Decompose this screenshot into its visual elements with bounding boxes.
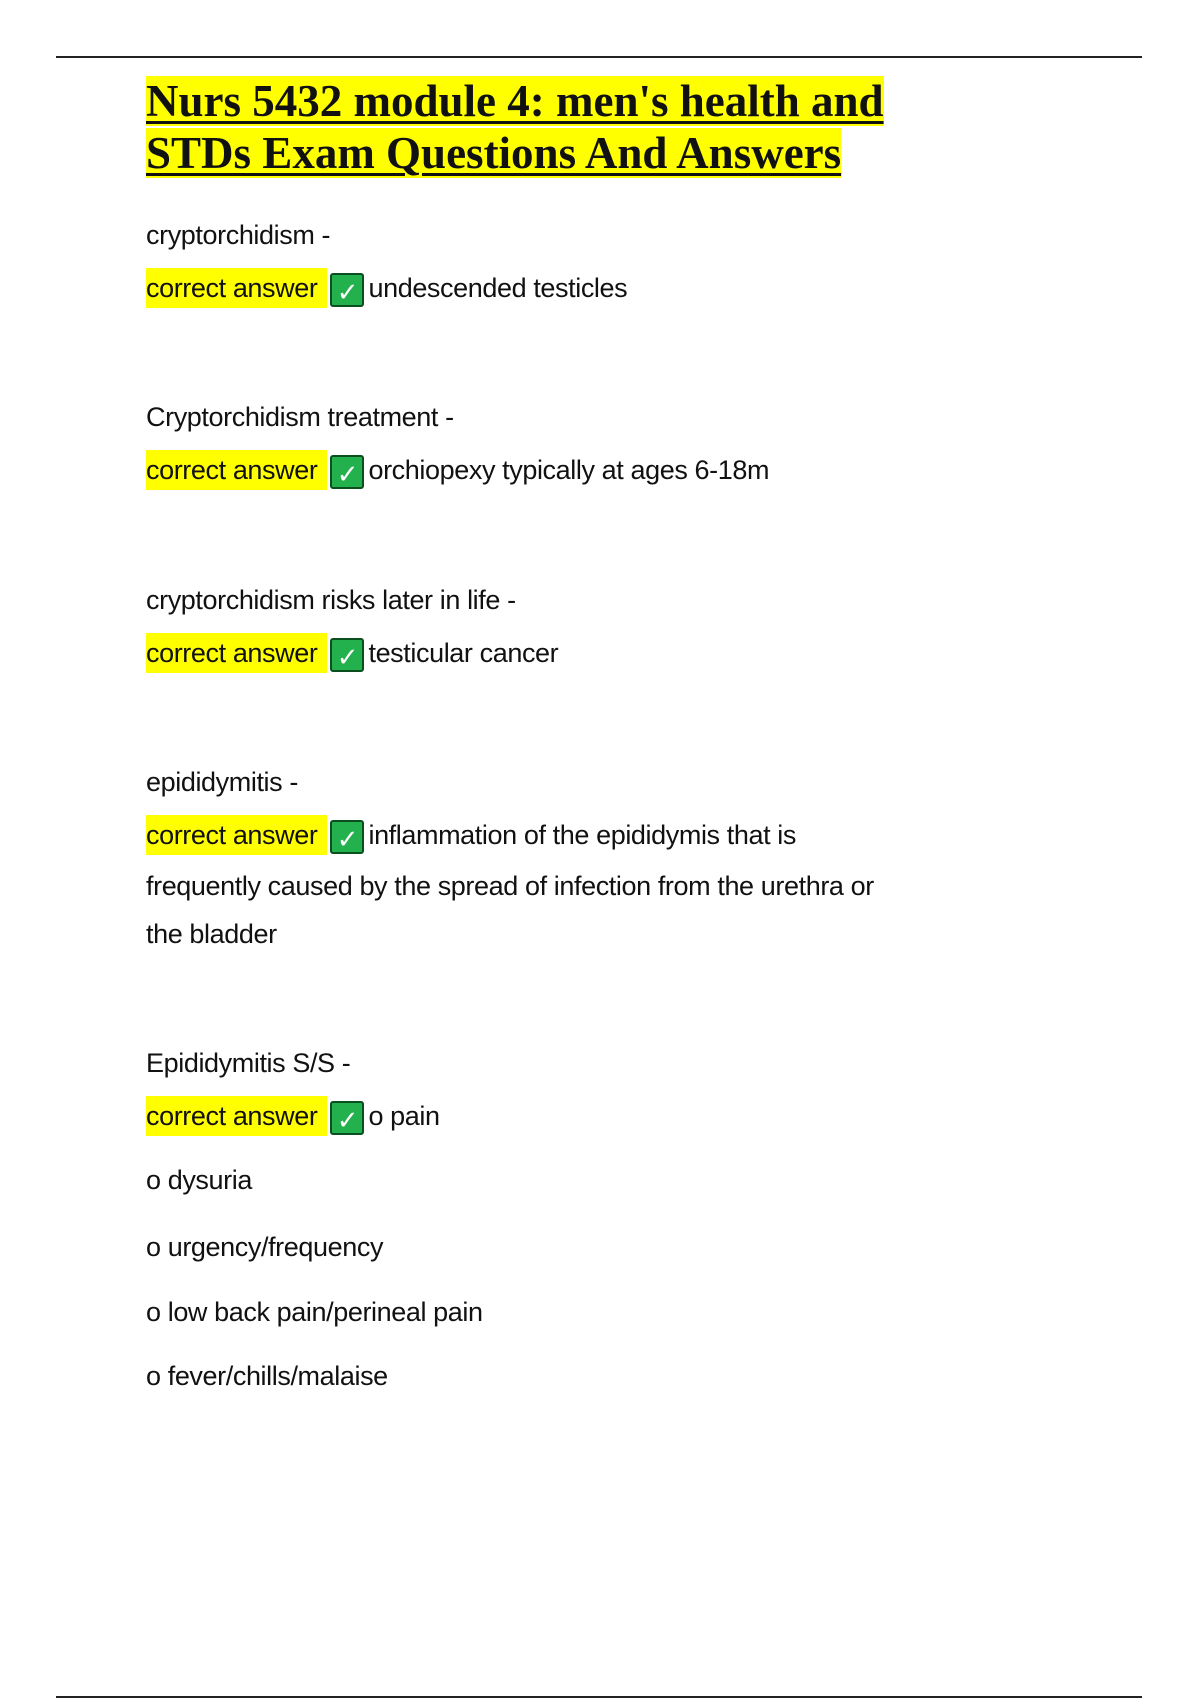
answer-label: correct answer <box>146 1096 327 1136</box>
top-rule <box>56 56 1142 58</box>
document-title <box>146 75 884 179</box>
answer <box>146 270 627 307</box>
answer-text: testicular cancer <box>368 638 559 668</box>
answer <box>146 1098 440 1135</box>
answer-label: correct answer <box>146 815 327 855</box>
question: Cryptorchidism treatment - <box>146 402 454 432</box>
answer-text: inflammation of the epididymis that is <box>368 820 796 850</box>
check-mark-icon: ✓ <box>330 273 364 307</box>
title-line-1: Nurs 5432 module 4: men's health and <box>146 76 884 126</box>
answer-list-item: o fever/chills/malaise <box>146 1361 388 1391</box>
question: cryptorchidism - <box>146 220 331 250</box>
answer-list-item: o low back pain/perineal pain <box>146 1297 483 1327</box>
answer <box>146 452 769 489</box>
answer-label: correct answer <box>146 633 327 673</box>
question: cryptorchidism risks later in life - <box>146 585 516 615</box>
answer-continuation: frequently caused by the spread of infection from the urethra or <box>146 871 874 901</box>
answer-text: undescended testicles <box>368 273 628 303</box>
answer-list-item: o dysuria <box>146 1165 252 1195</box>
answer-text: o pain <box>368 1101 440 1131</box>
bottom-rule <box>56 1696 1142 1698</box>
check-mark-icon: ✓ <box>330 638 364 672</box>
answer-continuation: the bladder <box>146 919 277 949</box>
check-mark-icon: ✓ <box>330 455 364 489</box>
question: epididymitis - <box>146 767 298 797</box>
check-mark-icon: ✓ <box>330 1101 364 1135</box>
answer-label: correct answer <box>146 268 327 308</box>
answer-label: correct answer <box>146 450 327 490</box>
check-mark-icon: ✓ <box>330 820 364 854</box>
title-line-2: STDs Exam Questions And Answers <box>146 128 842 178</box>
answer-list-item: o urgency/frequency <box>146 1232 384 1262</box>
answer <box>146 817 796 854</box>
answer <box>146 635 558 672</box>
question: Epididymitis S/S - <box>146 1048 351 1078</box>
answer-text: orchiopexy typically at ages 6-18m <box>368 455 770 485</box>
